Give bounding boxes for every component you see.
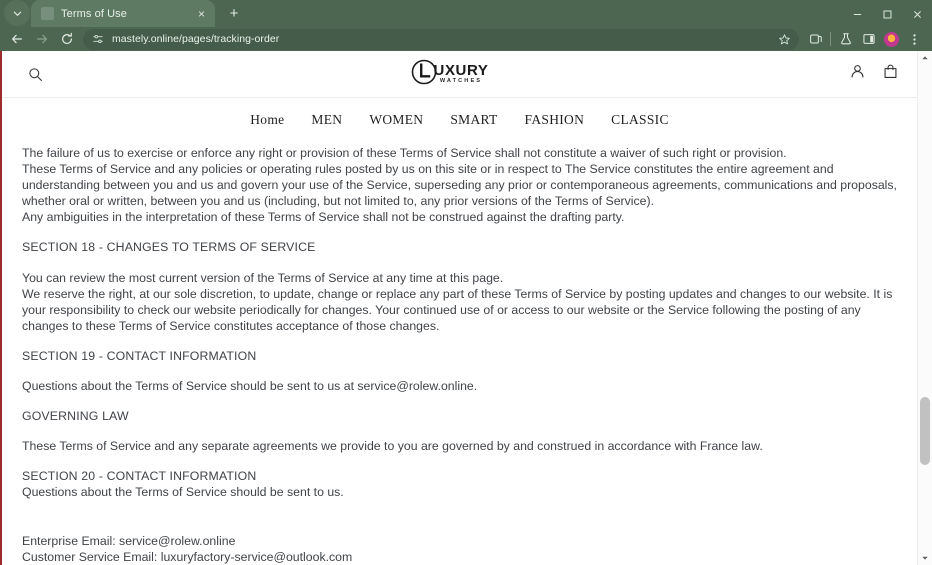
- back-button[interactable]: [4, 27, 29, 51]
- tab-strip: [0, 0, 932, 27]
- minimize-button[interactable]: [842, 0, 872, 29]
- nav-classic[interactable]: CLASSIC: [611, 111, 669, 127]
- section-18-heading: SECTION 18 - CHANGES TO TERMS OF SERVICE: [22, 240, 316, 255]
- reload-icon: [60, 32, 74, 46]
- paragraph-ambiguities: Any ambiguities in the interpretation of these Terms of Service shall not be construed against the drafting party.: [22, 210, 625, 225]
- section-18-body-1: You can review the most current version of the Terms of Service at any time at this page.: [22, 270, 504, 285]
- profile-button[interactable]: [880, 27, 903, 51]
- customer-service-email: Customer Service Email: luxuryfactory-service@outlook.com: [22, 549, 353, 564]
- arrow-left-icon: [10, 32, 24, 46]
- terms-content: [2, 141, 917, 565]
- reload-button[interactable]: [54, 27, 79, 51]
- forward-button[interactable]: [29, 27, 54, 51]
- nav-men[interactable]: MEN: [311, 111, 343, 127]
- browser-tab[interactable]: [31, 0, 215, 27]
- content-spacer: [22, 515, 897, 533]
- account-button[interactable]: [849, 63, 866, 85]
- section-19-heading: SECTION 19 - CONTACT INFORMATION: [22, 348, 257, 363]
- site-header-actions: [849, 63, 899, 85]
- scroll-down-arrow-icon: [921, 554, 929, 562]
- chrome-menu-button[interactable]: [903, 27, 926, 51]
- site-header: [2, 51, 917, 98]
- section-20-body: Questions about the Terms of Service should be sent to us.: [22, 485, 344, 500]
- site-navigation: [2, 98, 917, 141]
- flask-icon: [839, 32, 853, 46]
- scroll-down-button[interactable]: [918, 551, 932, 565]
- account-icon: [849, 63, 866, 80]
- scrollbar-track[interactable]: [918, 65, 932, 551]
- browser-toolbar: [0, 27, 932, 51]
- experiments-button[interactable]: [834, 27, 857, 51]
- tab-close-button[interactable]: ×: [197, 6, 205, 21]
- nav-smart[interactable]: SMART: [450, 111, 498, 127]
- site-search-button[interactable]: [20, 66, 50, 83]
- paragraph-failure: The failure of us to exercise or enforce any right or provision of these Terms of Service shall not constitute a waiver of such right or provision.: [22, 146, 787, 160]
- split-screen-icon: [809, 32, 823, 46]
- logo-primary-text: UXURY: [433, 62, 489, 80]
- nav-women[interactable]: WOMEN: [369, 111, 424, 127]
- bookmark-button[interactable]: [772, 33, 791, 46]
- new-tab-button[interactable]: +: [229, 4, 239, 22]
- site-logo[interactable]: [50, 59, 849, 90]
- tab-group-button[interactable]: [804, 27, 827, 51]
- side-panel-icon: [862, 32, 876, 46]
- section-18-body-2: We reserve the right, at our sole discretion, to update, change or replace any part of these Terms of Service by posting updates and changes to our website. It is your responsibility to check our website periodically for changes. Your continued use of or access to our website or the Service following the posting of any changes to these Terms of Service constitutes acceptance of those changes.: [22, 286, 893, 333]
- web-page: [0, 51, 917, 565]
- avatar: [884, 32, 899, 47]
- tab-favicon: [41, 7, 54, 20]
- close-icon: [912, 9, 923, 20]
- paragraph-entire-agreement: These Terms of Service and any policies or operating rules posted by us on this site or in respect to The Service constitutes the entire agreement and understanding between you and us and govern your use of the Service, superseding any prior or contemporaneous agreements, communications and proposals, whether oral or written, between you and us (including, but not limited to, any prior versions of the Terms of Service).: [22, 162, 897, 209]
- shopping-bag-icon: [882, 63, 899, 80]
- maximize-button[interactable]: [872, 0, 902, 29]
- cart-button[interactable]: [882, 63, 899, 85]
- window-controls: [842, 0, 932, 29]
- toolbar-divider: [830, 32, 831, 46]
- scroll-up-button[interactable]: [918, 51, 932, 65]
- governing-law-heading: GOVERNING LAW: [22, 409, 129, 424]
- tab-title: Terms of Use: [61, 7, 127, 20]
- address-bar[interactable]: [83, 29, 799, 50]
- page-scrollbar[interactable]: [917, 51, 932, 565]
- tab-search-button[interactable]: [4, 0, 30, 26]
- search-icon: [27, 66, 44, 83]
- enterprise-email: Enterprise Email: service@rolew.online: [22, 533, 236, 548]
- nav-fashion[interactable]: FASHION: [524, 111, 585, 127]
- chevron-down-icon: [12, 8, 23, 19]
- minimize-icon: [852, 9, 863, 20]
- governing-law-body: These Terms of Service and any separate agreements we provide to you are governed by and construed in accordance with France law.: [22, 439, 763, 454]
- section-19-body: Questions about the Terms of Service should be sent to us at service@rolew.online.: [22, 379, 478, 394]
- section-20-heading: SECTION 20 - CONTACT INFORMATION: [22, 469, 257, 484]
- side-panel-button[interactable]: [857, 27, 880, 51]
- page-viewport: [0, 51, 932, 565]
- arrow-right-icon: [35, 32, 49, 46]
- nav-home[interactable]: Home: [250, 111, 285, 127]
- star-icon: [778, 33, 791, 46]
- tune-icon: [92, 33, 104, 45]
- maximize-icon: [882, 9, 893, 20]
- url-text: mastely.online/pages/tracking-order: [112, 33, 280, 45]
- scroll-up-arrow-icon: [921, 54, 929, 62]
- kebab-menu-icon: [908, 33, 921, 46]
- scrollbar-thumb[interactable]: [920, 397, 930, 465]
- logo-secondary-text: WATCHES: [439, 78, 483, 85]
- site-settings-icon[interactable]: [90, 32, 105, 47]
- close-window-button[interactable]: [902, 0, 932, 29]
